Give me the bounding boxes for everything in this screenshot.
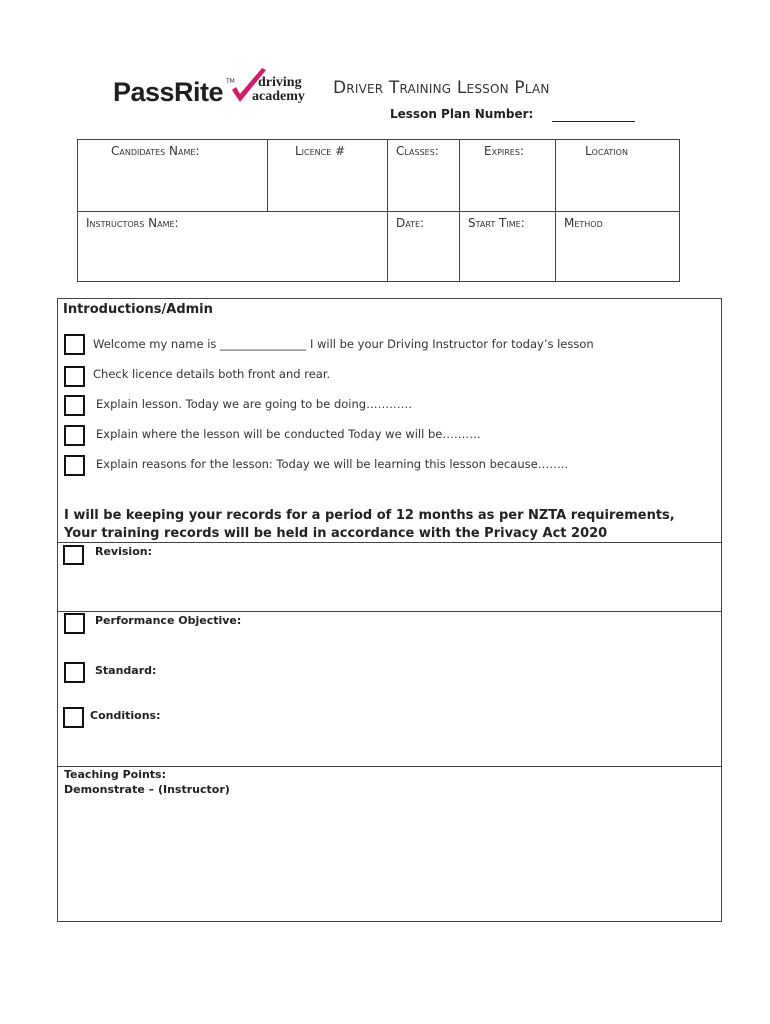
lesson-plan-number-label: Lesson Plan Number:: [390, 107, 534, 121]
checkbox-explain-where[interactable]: [64, 425, 85, 446]
logo-brand: PassRite: [113, 77, 224, 107]
start-time-label: Start Time:: [468, 216, 525, 230]
checkbox-conditions[interactable]: [63, 707, 84, 728]
instructors-name-label: Instructors Name:: [86, 216, 179, 230]
intro-item-welcome: Welcome my name is _______________ I will be your Driving Instructor for today’s lesson: [93, 337, 594, 351]
intro-item-explain-reasons: Explain reasons for the lesson: Today we will be learning this lesson because……..: [96, 457, 568, 471]
method-label: Method: [564, 216, 603, 230]
revision-label: Revision:: [95, 545, 152, 558]
intro-heading: Introductions/Admin: [63, 302, 213, 317]
logo-sub-driving: driving: [258, 75, 302, 90]
conditions-label: Conditions:: [90, 709, 161, 722]
logo-tm: TM: [226, 78, 235, 85]
lesson-plan-number-field[interactable]: [552, 121, 635, 122]
demonstrate-label: Demonstrate – (Instructor): [64, 783, 230, 796]
checkbox-explain-reasons[interactable]: [64, 455, 85, 476]
page-title: Driver Training Lesson Plan: [333, 78, 550, 98]
location-label: Location: [585, 144, 628, 158]
standard-label: Standard:: [95, 664, 157, 677]
objectives-section: [57, 611, 722, 767]
intro-section: [57, 298, 722, 543]
candidates-name-label: Candidates Name:: [111, 144, 200, 158]
revision-section: [57, 542, 722, 612]
records-notice-line1: I will be keeping your records for a period of 12 months as per NZTA requirements,: [64, 508, 675, 523]
checkbox-licence[interactable]: [64, 366, 85, 387]
intro-item-explain-where: Explain where the lesson will be conducted Today we will be……….: [96, 427, 481, 441]
licence-label: Licence #: [295, 144, 346, 158]
details-table: [77, 139, 680, 282]
checkbox-explain-lesson[interactable]: [64, 395, 85, 416]
classes-label: Classes:: [396, 144, 439, 158]
checkbox-standard[interactable]: [64, 662, 85, 683]
intro-item-licence: Check licence details both front and rear.: [93, 367, 331, 381]
expires-label: Expires:: [484, 144, 524, 158]
intro-item-explain-lesson: Explain lesson. Today we are going to be doing…………: [96, 397, 413, 411]
teaching-points-label: Teaching Points:: [64, 768, 167, 781]
date-label: Date:: [396, 216, 425, 230]
checkbox-revision[interactable]: [63, 545, 84, 565]
performance-objective-label: Performance Objective:: [95, 614, 242, 627]
records-notice-line2: Your training records will be held in accordance with the Privacy Act 2020: [64, 526, 608, 541]
logo-sub-academy: academy: [252, 89, 305, 104]
checkbox-performance-objective[interactable]: [64, 613, 85, 634]
checkbox-welcome[interactable]: [64, 334, 85, 355]
